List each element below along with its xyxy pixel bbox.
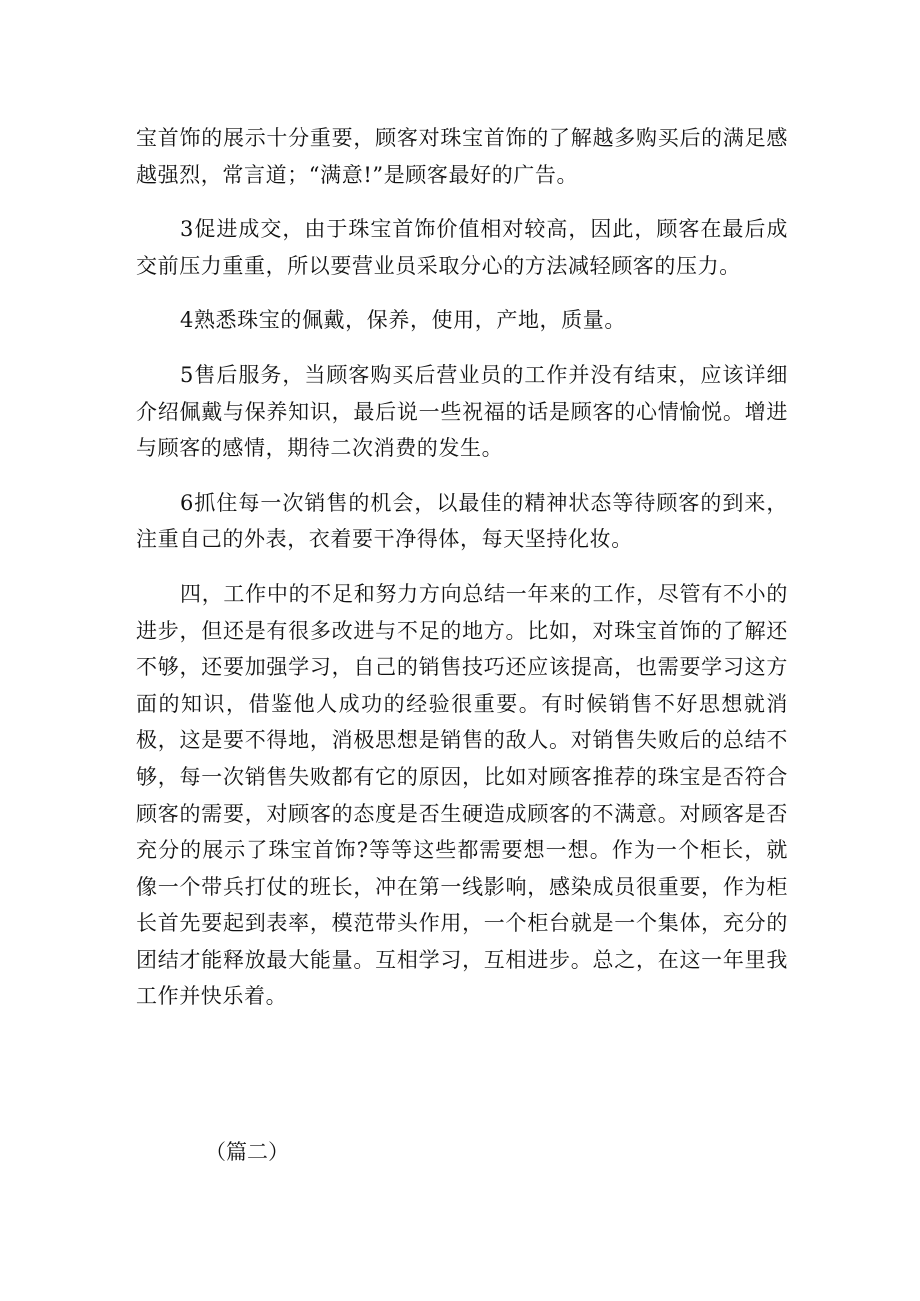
document-body: [136, 120, 788, 1033]
paragraph-6-sales-opportunity: 6抓住每一次销售的机会，以最佳的精神状态等待顾客的到来，注重自己的外表，衣着要干净得体，每天坚持化妆。: [136, 490, 788, 552]
section-label: （篇二）: [205, 1140, 289, 1164]
paragraph-5-after-sales: 5售后服务，当顾客购买后营业员的工作并没有结束，应该详细介绍佩戴与保养知识，最后说一些祝福的话是顾客的心情愉悦。增进与顾客的感情，期待二次消费的发生。: [136, 362, 788, 461]
paragraph-continuation: 宝首饰的展示十分重要，顾客对珠宝首饰的了解越多购买后的满足感越强烈，常言道；“满意!”是顾客最好的广告。: [136, 126, 788, 187]
paragraph-4-shortcomings: 四，工作中的不足和努力方向总结一年来的工作，尽管有不小的进步，但还是有很多改进与不足的地方。比如，对珠宝首饰的了解还不够，还要加强学习，自己的销售技巧还应该提高，也需要学习这方面的知识，借鉴他人成功的经验很重要。有时候销售不好思想就消极，这是要不得地，消极思想是销售的敌人。对销售失败后的总结不够，每一次销售失败都有它的原因，比如对顾客推荐的珠宝是否符合顾客的需要，对顾客的态度是否生硬造成顾客的不满意。对顾客是否充分的展示了珠宝首饰?等等这些都需要想一想。作为一个柜长，就像一个带兵打仗的班长，冲在第一线影响，感染成员很重要，作为柜长首先要起到表率，模范带头作用，一个柜台就是一个集体，充分的团结才能释放最大能量。互相学习，互相进步。总之，在这一年里我工作并快乐着。: [136, 581, 788, 1009]
paragraph-3-promote-deal: 3促进成交，由于珠宝首饰价值相对较高，因此，顾客在最后成交前压力重重，所以要营业员采取分心的方法减轻顾客的压力。: [136, 217, 788, 278]
paragraph-4-jewelry-knowledge: 4熟悉珠宝的佩戴，保养，使用，产地，质量。: [180, 308, 626, 333]
